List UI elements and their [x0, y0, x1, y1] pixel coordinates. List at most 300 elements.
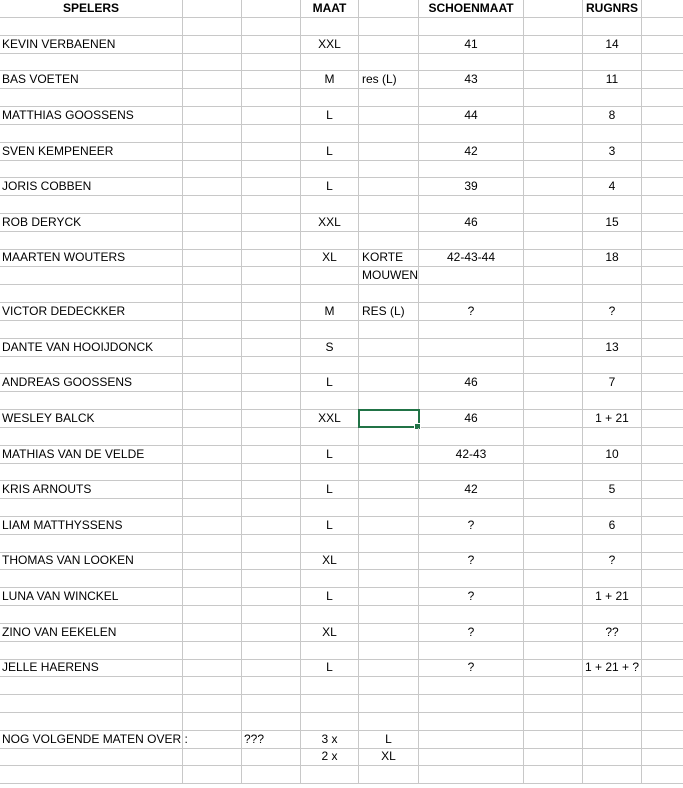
sheet-cell[interactable]	[183, 36, 242, 53]
sheet-cell[interactable]	[0, 392, 183, 409]
sheet-cell[interactable]	[419, 731, 524, 748]
sheet-cell[interactable]	[642, 392, 683, 409]
sheet-cell[interactable]	[183, 748, 242, 765]
player-maat[interactable]: L	[301, 481, 359, 498]
sheet-cell[interactable]	[642, 517, 683, 534]
sheet-cell[interactable]	[242, 71, 301, 88]
player-note[interactable]	[359, 552, 419, 569]
sheet-cell[interactable]	[524, 374, 583, 391]
sheet-cell[interactable]	[524, 446, 583, 463]
sheet-cell[interactable]	[524, 606, 583, 623]
player-name[interactable]: JORIS COBBEN	[0, 178, 183, 195]
sheet-cell[interactable]	[242, 766, 301, 783]
sheet-cell[interactable]	[419, 196, 524, 213]
sheet-cell[interactable]	[642, 196, 683, 213]
player-maat[interactable]: L	[301, 107, 359, 124]
player-name[interactable]: BAS VOETEN	[0, 71, 183, 88]
sheet-cell[interactable]	[0, 642, 183, 659]
player-name[interactable]: THOMAS VAN LOOKEN	[0, 552, 183, 569]
sheet-cell[interactable]	[524, 410, 583, 427]
sheet-cell[interactable]	[524, 125, 583, 142]
sheet-cell[interactable]	[642, 624, 683, 641]
sheet-cell[interactable]	[242, 160, 301, 177]
sheet-cell[interactable]	[642, 18, 683, 35]
sheet-cell[interactable]	[642, 285, 683, 302]
sheet-cell[interactable]	[301, 18, 359, 35]
player-maat[interactable]: L	[301, 374, 359, 391]
player-name[interactable]: MATTHIAS GOOSSENS	[0, 107, 183, 124]
sheet-cell[interactable]	[583, 356, 642, 373]
sheet-cell[interactable]	[642, 249, 683, 266]
sheet-cell[interactable]	[642, 659, 683, 676]
player-maat[interactable]: XXL	[301, 214, 359, 231]
sheet-cell[interactable]	[301, 570, 359, 587]
player-note[interactable]	[359, 36, 419, 53]
sheet-cell[interactable]	[642, 642, 683, 659]
sheet-cell[interactable]	[359, 356, 419, 373]
sheet-cell[interactable]	[419, 267, 524, 284]
sheet-cell[interactable]	[242, 53, 301, 70]
sheet-cell[interactable]	[0, 428, 183, 445]
sheet-cell[interactable]	[0, 535, 183, 552]
sheet-cell[interactable]	[359, 18, 419, 35]
player-maat[interactable]: L	[301, 659, 359, 676]
player-note[interactable]	[359, 588, 419, 605]
sheet-cell[interactable]	[419, 18, 524, 35]
sheet-cell[interactable]	[183, 0, 242, 17]
sheet-cell[interactable]	[524, 695, 583, 712]
sheet-cell[interactable]	[242, 463, 301, 480]
sheet-cell[interactable]	[242, 214, 301, 231]
player-schoenmaat[interactable]: ?	[419, 552, 524, 569]
sheet-cell[interactable]	[242, 303, 301, 320]
sheet-cell[interactable]	[642, 356, 683, 373]
sheet-cell[interactable]	[183, 374, 242, 391]
sheet-cell[interactable]	[242, 481, 301, 498]
sheet-cell[interactable]	[359, 463, 419, 480]
sheet-cell[interactable]	[524, 249, 583, 266]
sheet-cell[interactable]	[524, 18, 583, 35]
sheet-cell[interactable]	[0, 89, 183, 106]
player-note-continued[interactable]: MOUWEN	[359, 267, 419, 284]
sheet-cell[interactable]	[642, 499, 683, 516]
player-name[interactable]: ZINO VAN EEKELEN	[0, 624, 183, 641]
player-rugnr[interactable]: 7	[583, 374, 642, 391]
sheet-cell[interactable]	[183, 249, 242, 266]
sheet-cell[interactable]	[642, 143, 683, 160]
sheet-cell[interactable]	[0, 356, 183, 373]
sheet-cell[interactable]	[183, 642, 242, 659]
player-note[interactable]	[359, 214, 419, 231]
player-rugnr[interactable]: 10	[583, 446, 642, 463]
sheet-cell[interactable]	[0, 321, 183, 338]
sheet-cell[interactable]	[524, 267, 583, 284]
sheet-cell[interactable]	[642, 339, 683, 356]
sheet-cell[interactable]	[524, 552, 583, 569]
sheet-cell[interactable]	[301, 677, 359, 694]
sheet-cell[interactable]	[359, 677, 419, 694]
sheet-cell[interactable]	[359, 606, 419, 623]
player-schoenmaat[interactable]: 44	[419, 107, 524, 124]
sheet-cell[interactable]	[183, 178, 242, 195]
sheet-cell[interactable]	[583, 766, 642, 783]
sheet-cell[interactable]	[0, 748, 183, 765]
sheet-cell[interactable]	[642, 535, 683, 552]
player-maat[interactable]: M	[301, 71, 359, 88]
sheet-cell[interactable]	[301, 695, 359, 712]
sheet-cell[interactable]	[642, 677, 683, 694]
sheet-cell[interactable]	[242, 624, 301, 641]
player-rugnr[interactable]: 1 + 21	[583, 410, 642, 427]
sheet-cell[interactable]	[301, 499, 359, 516]
player-schoenmaat[interactable]: ?	[419, 517, 524, 534]
player-name[interactable]: MAARTEN WOUTERS	[0, 249, 183, 266]
sheet-cell[interactable]	[524, 143, 583, 160]
sheet-cell[interactable]	[642, 71, 683, 88]
sheet-cell[interactable]	[0, 713, 183, 730]
sheet-cell[interactable]	[524, 339, 583, 356]
sheet-cell[interactable]	[642, 267, 683, 284]
sheet-cell[interactable]	[359, 570, 419, 587]
sheet-cell[interactable]	[242, 339, 301, 356]
sheet-cell[interactable]	[183, 588, 242, 605]
sheet-cell[interactable]	[242, 107, 301, 124]
sheet-cell[interactable]	[183, 143, 242, 160]
sheet-cell[interactable]	[583, 285, 642, 302]
sheet-cell[interactable]	[183, 446, 242, 463]
sheet-cell[interactable]	[642, 53, 683, 70]
sheet-cell[interactable]	[642, 374, 683, 391]
sheet-cell[interactable]	[642, 125, 683, 142]
remaining-sizes-note[interactable]: ???	[242, 731, 301, 748]
sheet-cell[interactable]	[419, 570, 524, 587]
player-maat[interactable]: XL	[301, 624, 359, 641]
sheet-cell[interactable]	[242, 36, 301, 53]
sheet-cell[interactable]	[419, 606, 524, 623]
sheet-cell[interactable]	[301, 285, 359, 302]
player-schoenmaat[interactable]: 39	[419, 178, 524, 195]
sheet-cell[interactable]	[642, 410, 683, 427]
sheet-cell[interactable]	[242, 499, 301, 516]
sheet-cell[interactable]	[419, 677, 524, 694]
sheet-cell[interactable]	[583, 428, 642, 445]
player-schoenmaat[interactable]: 46	[419, 214, 524, 231]
sheet-cell[interactable]	[642, 588, 683, 605]
sheet-cell[interactable]	[642, 321, 683, 338]
sheet-cell[interactable]	[359, 196, 419, 213]
player-name[interactable]: WESLEY BALCK	[0, 410, 183, 427]
player-schoenmaat[interactable]	[419, 339, 524, 356]
sheet-cell[interactable]	[419, 160, 524, 177]
player-schoenmaat[interactable]: 46	[419, 410, 524, 427]
sheet-cell[interactable]	[524, 321, 583, 338]
sheet-cell[interactable]	[583, 748, 642, 765]
sheet-cell[interactable]	[359, 285, 419, 302]
sheet-cell[interactable]	[242, 196, 301, 213]
sheet-cell[interactable]	[242, 18, 301, 35]
player-name[interactable]: SVEN KEMPENEER	[0, 143, 183, 160]
sheet-cell[interactable]	[242, 606, 301, 623]
sheet-cell[interactable]	[524, 196, 583, 213]
sheet-cell[interactable]	[583, 267, 642, 284]
sheet-cell[interactable]	[242, 748, 301, 765]
sheet-cell[interactable]	[0, 695, 183, 712]
sheet-cell[interactable]	[642, 731, 683, 748]
sheet-cell[interactable]	[642, 107, 683, 124]
header-schoenmaat[interactable]: SCHOENMAAT	[419, 0, 524, 17]
sheet-cell[interactable]	[642, 214, 683, 231]
sheet-cell[interactable]	[583, 196, 642, 213]
sheet-cell[interactable]	[183, 160, 242, 177]
sheet-cell[interactable]	[583, 53, 642, 70]
sheet-cell[interactable]	[301, 392, 359, 409]
sheet-cell[interactable]	[183, 214, 242, 231]
sheet-cell[interactable]	[642, 303, 683, 320]
player-note[interactable]	[359, 481, 419, 498]
sheet-cell[interactable]	[583, 677, 642, 694]
sheet-cell[interactable]	[301, 125, 359, 142]
sheet-cell[interactable]	[583, 125, 642, 142]
sheet-cell[interactable]	[183, 125, 242, 142]
sheet-cell[interactable]	[419, 766, 524, 783]
sheet-cell[interactable]	[301, 463, 359, 480]
sheet-cell[interactable]	[583, 392, 642, 409]
sheet-cell[interactable]	[183, 392, 242, 409]
sheet-cell[interactable]	[524, 232, 583, 249]
sheet-cell[interactable]	[642, 36, 683, 53]
sheet-cell[interactable]	[524, 428, 583, 445]
player-schoenmaat[interactable]: ?	[419, 624, 524, 641]
player-schoenmaat[interactable]: 42	[419, 481, 524, 498]
sheet-cell[interactable]	[524, 0, 583, 17]
sheet-cell[interactable]	[419, 695, 524, 712]
sheet-cell[interactable]	[242, 588, 301, 605]
sheet-cell[interactable]	[419, 232, 524, 249]
sheet-cell[interactable]	[419, 321, 524, 338]
sheet-cell[interactable]	[642, 695, 683, 712]
sheet-cell[interactable]	[642, 0, 683, 17]
player-schoenmaat[interactable]: 42-43-44	[419, 249, 524, 266]
player-schoenmaat[interactable]: 41	[419, 36, 524, 53]
player-note[interactable]	[359, 446, 419, 463]
sheet-cell[interactable]	[642, 481, 683, 498]
player-note[interactable]	[359, 178, 419, 195]
sheet-cell[interactable]	[583, 18, 642, 35]
sheet-cell[interactable]	[242, 178, 301, 195]
player-name[interactable]: MATHIAS VAN DE VELDE	[0, 446, 183, 463]
sheet-cell[interactable]	[183, 303, 242, 320]
sheet-cell[interactable]	[583, 713, 642, 730]
sheet-cell[interactable]	[642, 748, 683, 765]
player-rugnr[interactable]: 11	[583, 71, 642, 88]
sheet-cell[interactable]	[642, 713, 683, 730]
sheet-cell[interactable]	[642, 160, 683, 177]
player-schoenmaat[interactable]: ?	[419, 303, 524, 320]
player-note[interactable]	[359, 517, 419, 534]
player-rugnr[interactable]: 1 + 21	[583, 588, 642, 605]
sheet-cell[interactable]	[301, 89, 359, 106]
sheet-cell[interactable]	[524, 713, 583, 730]
sheet-cell[interactable]	[183, 232, 242, 249]
player-name[interactable]: DANTE VAN HOOIJDONCK	[0, 339, 183, 356]
sheet-cell[interactable]	[419, 748, 524, 765]
sheet-cell[interactable]	[183, 766, 242, 783]
player-name[interactable]: ROB DERYCK	[0, 214, 183, 231]
sheet-cell[interactable]	[242, 356, 301, 373]
player-maat[interactable]: L	[301, 178, 359, 195]
player-schoenmaat[interactable]: 43	[419, 71, 524, 88]
sheet-cell[interactable]	[524, 624, 583, 641]
sheet-cell[interactable]	[183, 731, 242, 748]
sheet-cell[interactable]	[242, 232, 301, 249]
player-note[interactable]: KORTE	[359, 249, 419, 266]
sheet-cell[interactable]	[301, 53, 359, 70]
sheet-cell[interactable]	[583, 570, 642, 587]
sheet-cell[interactable]	[642, 178, 683, 195]
sheet-cell[interactable]	[359, 89, 419, 106]
sheet-cell[interactable]	[242, 143, 301, 160]
sheet-cell[interactable]	[242, 89, 301, 106]
player-note[interactable]: RES (L)	[359, 303, 419, 320]
sheet-cell[interactable]	[242, 552, 301, 569]
sheet-cell[interactable]	[183, 428, 242, 445]
sheet-cell[interactable]	[242, 570, 301, 587]
sheet-cell[interactable]	[0, 606, 183, 623]
player-note[interactable]	[359, 107, 419, 124]
player-name[interactable]: KRIS ARNOUTS	[0, 481, 183, 498]
player-schoenmaat[interactable]: ?	[419, 659, 524, 676]
sheet-cell[interactable]	[301, 232, 359, 249]
sheet-cell[interactable]	[642, 446, 683, 463]
sheet-cell[interactable]	[242, 535, 301, 552]
player-rugnr[interactable]: ?	[583, 552, 642, 569]
sheet-cell[interactable]	[0, 160, 183, 177]
player-rugnr[interactable]: 18	[583, 249, 642, 266]
sheet-cell[interactable]	[524, 160, 583, 177]
player-rugnr[interactable]: 6	[583, 517, 642, 534]
sheet-cell[interactable]	[301, 766, 359, 783]
player-schoenmaat[interactable]: 42	[419, 143, 524, 160]
sheet-cell[interactable]	[183, 606, 242, 623]
sheet-cell[interactable]	[642, 463, 683, 480]
sheet-cell[interactable]	[183, 321, 242, 338]
sheet-cell[interactable]	[242, 677, 301, 694]
sheet-cell[interactable]	[183, 285, 242, 302]
player-rugnr[interactable]: 3	[583, 143, 642, 160]
sheet-cell[interactable]	[242, 713, 301, 730]
sheet-cell[interactable]	[524, 499, 583, 516]
player-rugnr[interactable]: 15	[583, 214, 642, 231]
player-maat[interactable]: XL	[301, 552, 359, 569]
sheet-cell[interactable]	[359, 499, 419, 516]
sheet-cell[interactable]	[583, 642, 642, 659]
sheet-cell[interactable]	[183, 107, 242, 124]
header-maat[interactable]: MAAT	[301, 0, 359, 17]
player-maat[interactable]: L	[301, 446, 359, 463]
sheet-cell[interactable]	[242, 695, 301, 712]
sheet-cell[interactable]	[183, 463, 242, 480]
sheet-cell[interactable]	[419, 356, 524, 373]
sheet-cell[interactable]	[301, 356, 359, 373]
sheet-cell[interactable]	[242, 642, 301, 659]
sheet-cell[interactable]	[524, 517, 583, 534]
player-name[interactable]: KEVIN VERBAENEN	[0, 36, 183, 53]
sheet-cell[interactable]	[524, 535, 583, 552]
player-rugnr[interactable]: 1 + 21 + ?	[583, 659, 642, 676]
player-name[interactable]: ANDREAS GOOSSENS	[0, 374, 183, 391]
sheet-cell[interactable]	[0, 196, 183, 213]
sheet-cell[interactable]	[419, 53, 524, 70]
sheet-cell[interactable]	[0, 570, 183, 587]
sheet-cell[interactable]	[359, 160, 419, 177]
sheet-cell[interactable]	[301, 160, 359, 177]
sheet-cell[interactable]	[359, 695, 419, 712]
player-name[interactable]: LUNA VAN WINCKEL	[0, 588, 183, 605]
player-note[interactable]	[359, 339, 419, 356]
sheet-cell[interactable]	[359, 392, 419, 409]
player-maat[interactable]: L	[301, 143, 359, 160]
sheet-cell[interactable]	[183, 695, 242, 712]
sheet-cell[interactable]	[642, 766, 683, 783]
sheet-cell[interactable]	[642, 89, 683, 106]
sheet-cell[interactable]	[359, 642, 419, 659]
sheet-cell[interactable]	[301, 535, 359, 552]
sheet-cell[interactable]	[242, 392, 301, 409]
sheet-cell[interactable]	[583, 535, 642, 552]
player-maat[interactable]: S	[301, 339, 359, 356]
sheet-cell[interactable]	[524, 71, 583, 88]
sheet-cell[interactable]	[0, 18, 183, 35]
sheet-cell[interactable]	[242, 446, 301, 463]
sheet-cell[interactable]	[0, 53, 183, 70]
sheet-cell[interactable]	[419, 713, 524, 730]
sheet-cell[interactable]	[242, 321, 301, 338]
sheet-cell[interactable]	[183, 624, 242, 641]
sheet-cell[interactable]	[183, 53, 242, 70]
sheet-cell[interactable]	[524, 303, 583, 320]
sheet-cell[interactable]	[524, 107, 583, 124]
sheet-cell[interactable]	[183, 713, 242, 730]
sheet-cell[interactable]	[524, 392, 583, 409]
player-maat[interactable]: XXL	[301, 410, 359, 427]
sheet-cell[interactable]	[359, 0, 419, 17]
sheet-cell[interactable]	[524, 748, 583, 765]
sheet-cell[interactable]	[642, 570, 683, 587]
sheet-cell[interactable]	[524, 463, 583, 480]
player-maat[interactable]: L	[301, 517, 359, 534]
sheet-cell[interactable]	[242, 374, 301, 391]
sheet-cell[interactable]	[359, 428, 419, 445]
remaining-size[interactable]: XL	[359, 748, 419, 765]
sheet-cell[interactable]	[419, 499, 524, 516]
sheet-cell[interactable]	[242, 125, 301, 142]
sheet-cell[interactable]	[419, 463, 524, 480]
sheet-cell[interactable]	[183, 552, 242, 569]
player-rugnr[interactable]: 8	[583, 107, 642, 124]
sheet-cell[interactable]	[183, 267, 242, 284]
sheet-cell[interactable]	[524, 214, 583, 231]
sheet-cell[interactable]	[301, 267, 359, 284]
sheet-cell[interactable]	[524, 36, 583, 53]
player-name[interactable]: JELLE HAERENS	[0, 659, 183, 676]
player-maat[interactable]: XXL	[301, 36, 359, 53]
player-note[interactable]	[359, 659, 419, 676]
header-rugnrs[interactable]: RUGNRS	[583, 0, 642, 17]
sheet-cell[interactable]	[524, 178, 583, 195]
sheet-cell[interactable]	[419, 392, 524, 409]
remaining-size[interactable]: L	[359, 731, 419, 748]
player-note[interactable]: res (L)	[359, 71, 419, 88]
